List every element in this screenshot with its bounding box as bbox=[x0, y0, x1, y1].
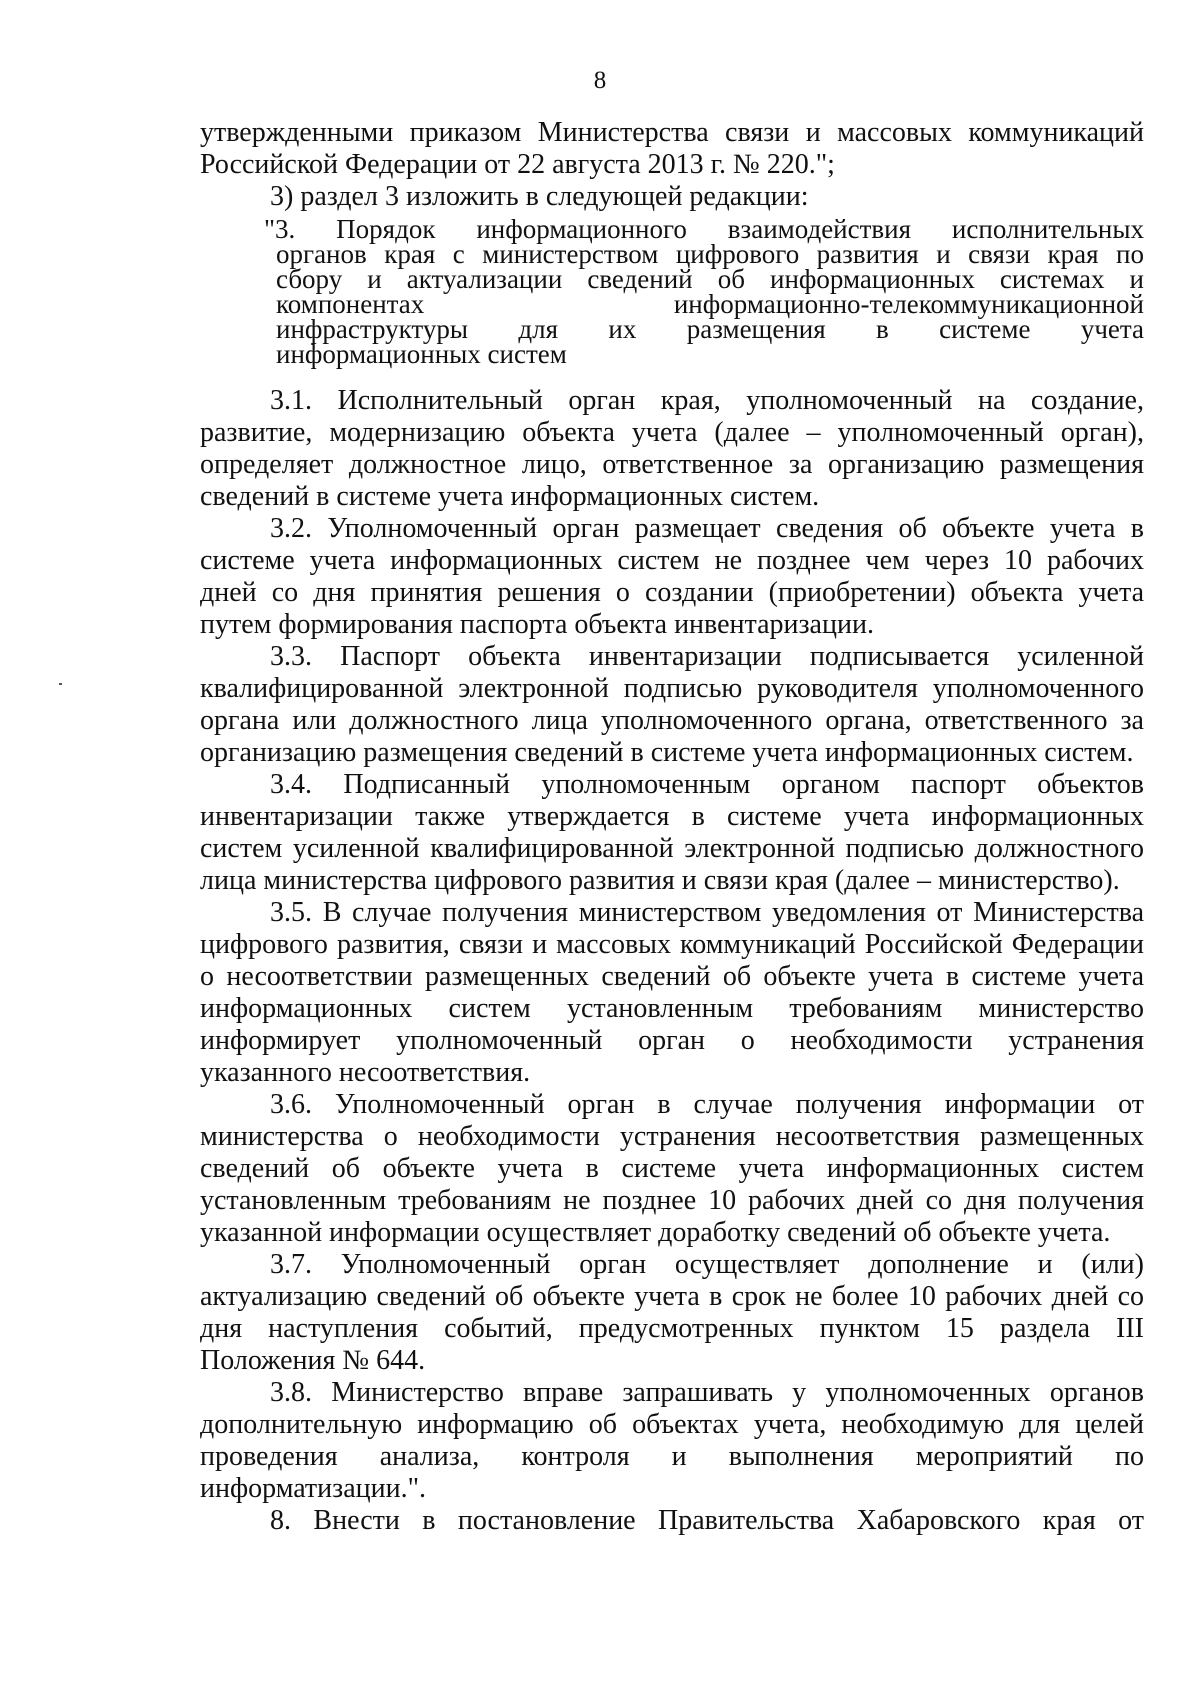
text-line: установленным требованиям не позднее 10 рабочих дней со дня получения bbox=[200, 1185, 1144, 1216]
heading-line: инфраструктуры для их размещения в системе учета bbox=[276, 314, 1144, 344]
text-line: сведений об объекте учета в системе учета информационных систем bbox=[200, 1153, 1144, 1184]
text-line: информатизации.". bbox=[200, 1473, 427, 1504]
paragraph-3-7 bbox=[200, 1249, 1144, 1377]
text-line: инвентаризации также утверждается в системе учета информационных bbox=[200, 801, 1144, 832]
text-line: 3.7. Уполномоченный орган осуществляет дополнение и (или) bbox=[270, 1249, 1144, 1280]
paragraph-8 bbox=[200, 1505, 1144, 1537]
text-line: актуализацию сведений об объекте учета в срок не более 10 рабочих дней со bbox=[200, 1281, 1144, 1312]
heading-line: информационных систем bbox=[276, 339, 567, 369]
text-line: определяет должностное лицо, ответственное за организацию размещения bbox=[200, 449, 1144, 480]
text-line: дня наступления событий, предусмотренных пунктом 15 раздела III bbox=[200, 1313, 1144, 1344]
text-line: указанного несоответствия. bbox=[200, 1057, 531, 1088]
text-line: 3.4. Подписанный уполномоченным органом паспорт объектов bbox=[270, 769, 1144, 800]
paragraph-3-4 bbox=[200, 769, 1144, 897]
text-line: 3) раздел 3 изложить в следующей редакции: bbox=[270, 181, 809, 212]
text-line: Положения № 644. bbox=[200, 1345, 426, 1376]
text-line: 3.3. Паспорт объекта инвентаризации подписывается усиленной bbox=[270, 641, 1144, 672]
text-line: министерства о необходимости устранения несоответствия размещенных bbox=[200, 1121, 1144, 1152]
paragraph-3-6 bbox=[200, 1089, 1144, 1249]
paragraph-3-3 bbox=[200, 641, 1144, 769]
text-line: систем усиленной квалифицированной электронной подписью должностного bbox=[200, 833, 1144, 864]
text-line: цифрового развития, связи и массовых коммуникаций Российской Федерации bbox=[200, 929, 1144, 960]
text-line: дополнительную информацию об объектах учета, необходимую для целей bbox=[200, 1409, 1144, 1440]
text-line: 8. Внести в постановление Правительства Хабаровского края от bbox=[270, 1505, 1144, 1536]
section-heading bbox=[200, 214, 1144, 369]
page-number: 8 bbox=[593, 67, 607, 94]
text-line: 3.8. Министерство вправе запрашивать у уполномоченных органов bbox=[270, 1377, 1144, 1408]
text-line: 3.6. Уполномоченный орган в случае получения информации от bbox=[270, 1089, 1144, 1120]
text-line: квалифицированной электронной подписью руководителя уполномоченного bbox=[200, 673, 1144, 704]
text-line: указанной информации осуществляет доработку сведений об объекте учета. bbox=[200, 1217, 1111, 1248]
text-line: дней со дня принятия решения о создании (приобретении) объекта учета bbox=[200, 577, 1144, 608]
heading-line: компонентах информационно-телекоммуникационной bbox=[276, 289, 1144, 319]
paragraph-3-8 bbox=[200, 1377, 1144, 1505]
heading-line: сбору и актуализации сведений об информационных системах и bbox=[276, 264, 1144, 294]
text-line: о несоответствии размещенных сведений об объекте учета в системе учета bbox=[200, 961, 1144, 992]
intro-paragraph bbox=[200, 117, 1144, 213]
text-line: развитие, модернизацию объекта учета (далее – уполномоченный орган), bbox=[200, 417, 1144, 448]
text-line: органа или должностного лица уполномоченного органа, ответственного за bbox=[200, 705, 1144, 736]
heading-line: "3. Порядок информационного взаимодействия исполнительных bbox=[264, 214, 1144, 244]
scan-artifact bbox=[59, 683, 62, 685]
paragraph-3-5 bbox=[200, 897, 1144, 1089]
paragraph-3-2 bbox=[200, 513, 1144, 641]
paragraph-3-1 bbox=[200, 385, 1144, 513]
text-line: путем формирования паспорта объекта инвентаризации. bbox=[200, 609, 874, 640]
text-line: информирует уполномоченный орган о необходимости устранения bbox=[200, 1025, 1144, 1056]
text-line: лица министерства цифрового развития и связи края (далее – министерство). bbox=[200, 865, 1120, 896]
text-line: утвержденными приказом Министерства связи и массовых коммуникаций bbox=[200, 117, 1144, 148]
text-line: сведений в системе учета информационных систем. bbox=[200, 481, 820, 512]
heading-line: органов края с министерством цифрового развития и связи края по bbox=[276, 239, 1144, 269]
text-line: Российской Федерации от 22 августа 2013 г. № 220."; bbox=[200, 149, 835, 180]
text-line: 3.2. Уполномоченный орган размещает сведения об объекте учета в bbox=[270, 513, 1144, 544]
document-body bbox=[200, 117, 1144, 1537]
text-line: проведения анализа, контроля и выполнения мероприятий по bbox=[200, 1441, 1144, 1472]
text-line: организацию размещения сведений в системе учета информационных систем. bbox=[200, 737, 1134, 768]
text-line: системе учета информационных систем не позднее чем через 10 рабочих bbox=[200, 545, 1144, 576]
text-line: 3.5. В случае получения министерством уведомления от Министерства bbox=[270, 897, 1144, 928]
text-line: информационных систем установленным требованиям министерство bbox=[200, 993, 1144, 1024]
text-line: 3.1. Исполнительный орган края, уполномоченный на создание, bbox=[270, 385, 1144, 416]
